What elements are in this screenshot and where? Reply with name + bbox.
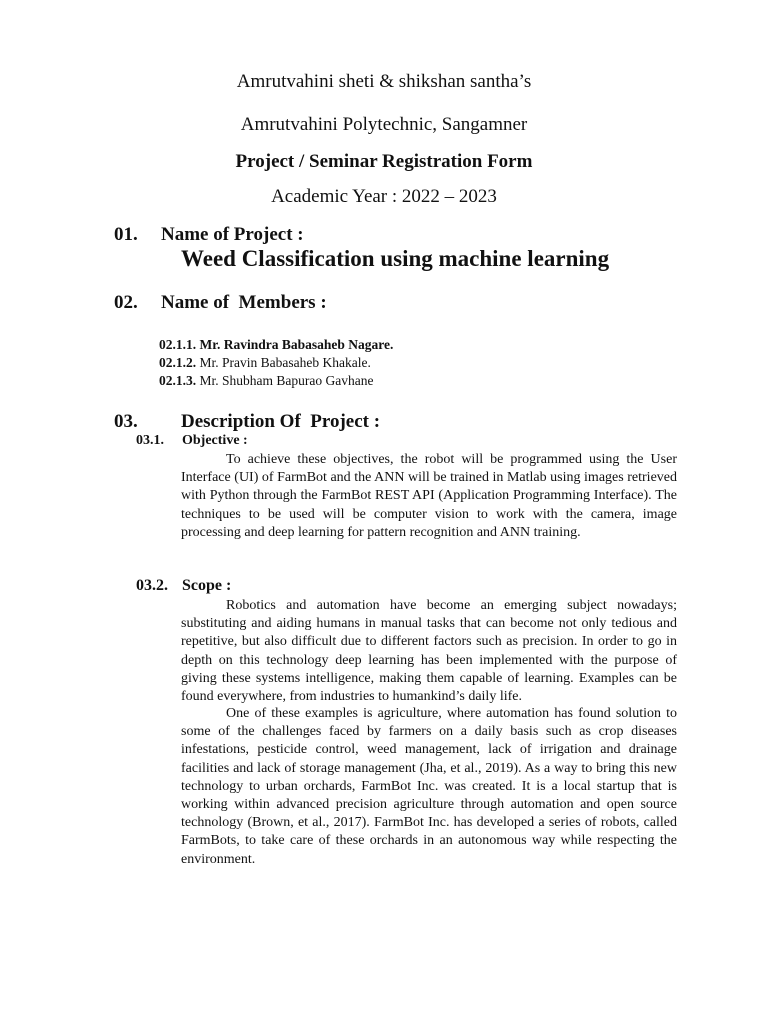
section-01-label: Name of Project : xyxy=(161,224,304,245)
scope-paragraph-2: One of these examples is agriculture, where automation has found solution to some of the challenges faced by farmers on a daily basis such as crop diseases infestations, pesticide control, weed management, lack of irrigation and drainage facilities and lack of storage management (Jha, et al., 2019). As a way to bring this new technology to urban orchards, FarmBot Inc. was created. It is a local startup that is working within advanced precision agriculture through automation and open source technology (Brown, et al., 2017). FarmBot Inc. has developed a series of robots, called FarmBots, to take care of these orchards in an autonomous way while respecting the environment. xyxy=(181,706,677,867)
member-1-name: Mr. Ravindra Babasaheb Nagare. xyxy=(196,337,394,352)
scope-paragraph-1: Robotics and automation have become an emerging subject nowadays; substituting and aiding humans in manual tasks that can become not only tedious and repetitive, but also difficult due to different factors such as precision. In order to go in depth on this technology deep learning has been implemented with the purpose of giving these systems intelligence, making them capable of learning. Examples can be found everywhere, from industries to humankind’s daily life. xyxy=(181,598,677,705)
institution-society: Amrutvahini sheti & shikshan santha’s xyxy=(236,71,532,92)
section-02-number: 02. xyxy=(114,292,138,313)
section-03-number: 03. xyxy=(114,411,138,432)
form-title: Project / Seminar Registration Form xyxy=(235,151,533,172)
member-3 xyxy=(159,373,373,389)
member-2-name: Mr. Pravin Babasaheb Khakale. xyxy=(196,355,371,370)
section-03-label: Description Of Project : xyxy=(181,411,381,432)
objective-label: Objective : xyxy=(182,433,248,448)
project-title: Weed Classification using machine learning xyxy=(181,246,610,271)
objective-number: 03.1. xyxy=(136,433,164,448)
member-2 xyxy=(159,355,371,371)
scope-label: Scope : xyxy=(182,577,232,594)
academic-year: Academic Year : 2022 – 2023 xyxy=(271,186,497,207)
institution-name: Amrutvahini Polytechnic, Sangamner xyxy=(240,114,528,135)
objective-text: To achieve these objectives, the robot will be programmed using the User Interface (UI) of FarmBot and the ANN will be trained in Matlab using images retrieved with Python through the FarmBot REST API (Application Programming Interface). The techniques to be used will be computer vision to work with the camera, image processing and deep learning for pattern recognition and ANN training. xyxy=(181,452,677,540)
member-3-name: Mr. Shubham Bapurao Gavhane xyxy=(196,373,374,388)
member-1-number: 02.1.1. xyxy=(159,337,197,352)
member-2-number: 02.1.2. xyxy=(159,355,197,370)
scope-number: 03.2. xyxy=(136,577,168,594)
section-01-number: 01. xyxy=(114,224,138,245)
member-3-number: 02.1.3. xyxy=(159,373,197,388)
section-02-label: Name of Members : xyxy=(161,292,327,313)
member-1 xyxy=(159,337,393,353)
